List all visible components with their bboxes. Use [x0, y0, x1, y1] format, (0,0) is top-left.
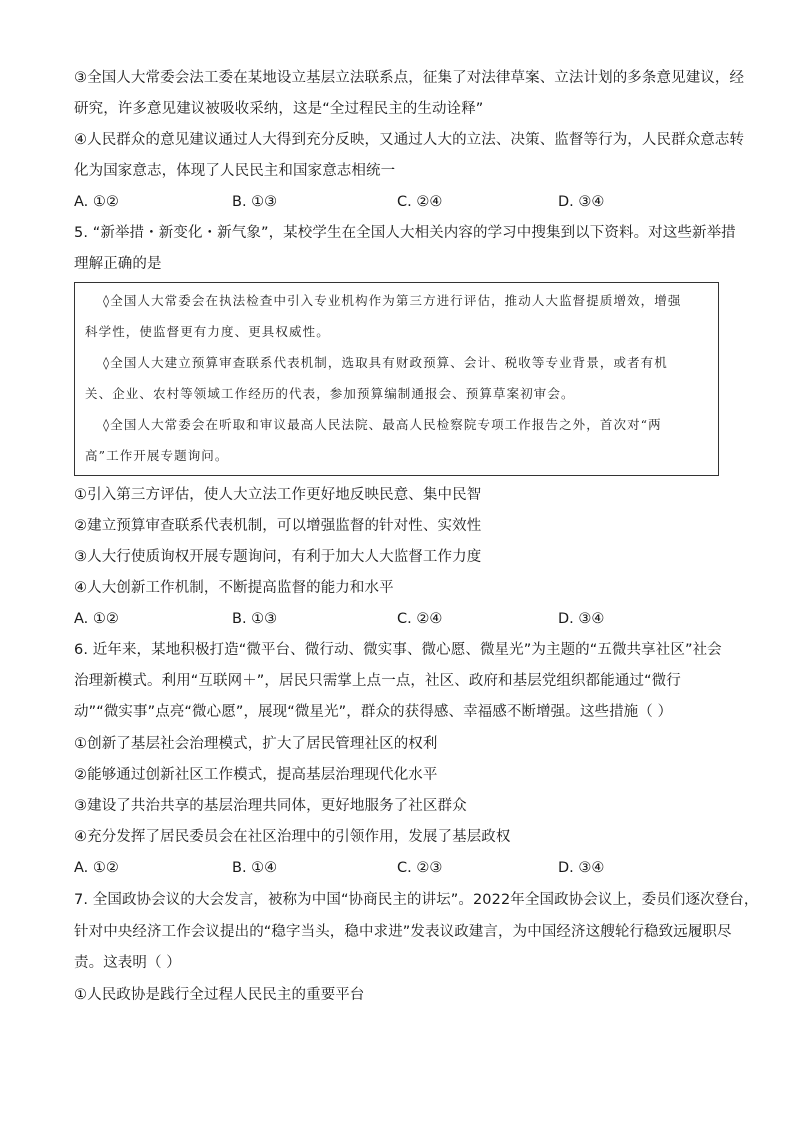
q5-option-a[interactable]: A. ①② — [74, 611, 119, 627]
q5-material-line-2: 科学性，使监督更有力度、更具权威性。 — [85, 324, 330, 339]
q6-stem-line-3: 动”“微实事”点亮“微心愿”，展现“微星光”，群众的获得感、幸福感不断增强。这些措施（ ） — [74, 704, 673, 720]
q4-option-a[interactable]: A. ①② — [74, 194, 119, 210]
q4-statement-3-line-1: ③全国人大常委会法工委在某地设立基层立法联系点，征集了对法律草案、立法计划的多条意见建议，经 — [74, 70, 745, 86]
q5-option-c[interactable]: C. ②④ — [397, 611, 443, 627]
q5-material-line-1: ◊全国人大常委会在执法检查中引入专业机构作为第三方进行评估，推动人大监督提质增效，增强 — [103, 293, 682, 308]
q6-option-c[interactable]: C. ②③ — [397, 860, 443, 876]
q4-options — [74, 192, 714, 212]
q4-statement-4-line-1: ④人民群众的意见建议通过人大得到充分反映，又通过人大的立法、决策、监督等行为，人民群众意志转 — [74, 132, 745, 148]
q5-material-line-3: ◊全国人大建立预算审查联系代表机制，选取具有财政预算、会计、税收等专业背景，或者有机 — [103, 355, 668, 370]
q4-option-b[interactable]: B. ①③ — [232, 194, 278, 210]
q4-statement-4-line-2: 化为国家意志，体现了人民民主和国家意志相统一 — [74, 163, 396, 179]
q7-stem-line-2: 针对中央经济工作会议提出的“稳字当头，稳中求进”发表议政建言，为中国经济这艘轮行稳致远履职尽 — [74, 924, 732, 940]
q7-stem-line-3: 责。这表明（ ） — [74, 955, 181, 971]
q7-statement-1: ①人民政协是践行全过程人民民主的重要平台 — [74, 987, 365, 1003]
q5-statement-3: ③人大行使质询权开展专题询问，有利于加大人大监督工作力度 — [74, 549, 482, 565]
q6-statement-2: ②能够通过创新社区工作模式，提高基层治理现代化水平 — [74, 767, 438, 783]
q5-material-line-4: 关、企业、农村等领域工作经历的代表，参加预算编制通报会、预算草案初审会。 — [85, 386, 575, 401]
q4-option-d[interactable]: D. ③④ — [558, 194, 605, 210]
q5-material-line-6: 高”工作开展专题询问。 — [85, 448, 229, 463]
q6-options — [74, 858, 714, 878]
q6-option-a[interactable]: A. ①② — [74, 860, 119, 876]
q5-option-d[interactable]: D. ③④ — [558, 611, 605, 627]
q6-statement-1: ①创新了基层社会治理模式，扩大了居民管理社区的权利 — [74, 736, 438, 752]
q6-statement-4: ④充分发挥了居民委员会在社区治理中的引领作用，发展了基层政权 — [74, 829, 511, 845]
q6-stem-line-1: 6. 近年来，某地积极打造“微平台、微行动、微实事、微心愿、微星光”为主题的“五微共享社区”社会 — [74, 642, 722, 658]
q5-option-b[interactable]: B. ①③ — [232, 611, 278, 627]
q7-stem-line-1: 7. 全国政协会议的大会发言，被称为中国“协商民主的讲坛”。2022年全国政协会议上，委员们逐次登台， — [74, 892, 759, 908]
q5-statement-2: ②建立预算审查联系代表机制，可以增强监督的针对性、实效性 — [74, 518, 482, 534]
q5-stem-line-1: 5. “新举措・新变化・新气象”，某校学生在全国人大相关内容的学习中搜集到以下资料。对这些新举措 — [74, 225, 736, 241]
q6-stem-line-2: 治理新模式。利用“互联网＋”，居民只需掌上点一点，社区、政府和基层党组织都能通过“微行 — [74, 673, 681, 689]
q5-stem-line-2: 理解正确的是 — [74, 256, 162, 272]
q4-statement-3-line-2: 研究，许多意见建议被吸收采纳，这是“全过程民主的生动诠释” — [74, 101, 484, 117]
q6-option-b[interactable]: B. ①④ — [232, 860, 278, 876]
q5-options — [74, 609, 714, 629]
q6-option-d[interactable]: D. ③④ — [558, 860, 605, 876]
q5-statement-4: ④人大创新工作机制，不断提高监督的能力和水平 — [74, 580, 394, 596]
q6-statement-3: ③建设了共治共享的基层治理共同体，更好地服务了社区群众 — [74, 798, 467, 814]
q5-material-line-5: ◊全国人大常委会在听取和审议最高人民法院、最高人民检察院专项工作报告之外，首次对“两 — [103, 417, 662, 432]
q5-statement-1: ①引入第三方评估，使人大立法工作更好地反映民意、集中民智 — [74, 487, 482, 503]
q4-option-c[interactable]: C. ②④ — [397, 194, 443, 210]
q5-material-box — [74, 282, 719, 476]
